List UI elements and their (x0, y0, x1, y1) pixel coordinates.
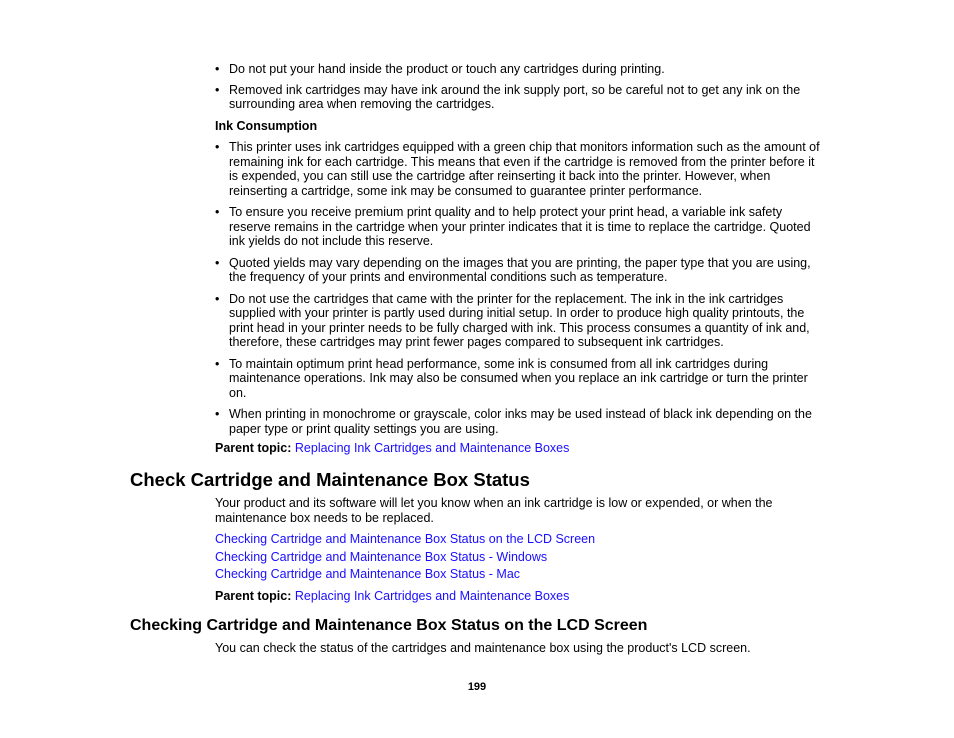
status-windows-link[interactable]: Checking Cartridge and Maintenance Box Status - Windows (215, 550, 548, 564)
list-item: • To maintain optimum print head performance, some ink is consumed from all ink cartridges during maintenance operations. Ink may also be consumed when you replace an ink cartridge or turn the printer on. (215, 357, 825, 401)
subsection-heading: Checking Cartridge and Maintenance Box Status on the LCD Screen (130, 617, 648, 634)
page-number: 199 (467, 681, 487, 693)
list-item: • Quoted yields may vary depending on the images that you are printing, the paper type that you are using, the frequency of your prints and environmental conditions such as temperature. (215, 256, 825, 285)
list-item: • When printing in monochrome or grayscale, color inks may be used instead of black ink depending on the paper type or print quality settings you are using. (215, 407, 825, 436)
parent-topic (215, 589, 569, 604)
parent-topic-link[interactable]: Replacing Ink Cartridges and Maintenance Boxes (294, 441, 570, 455)
status-mac-link[interactable]: Checking Cartridge and Maintenance Box Status - Mac (215, 567, 521, 581)
section-heading: Check Cartridge and Maintenance Box Status (130, 469, 530, 490)
status-lcd-link[interactable]: Checking Cartridge and Maintenance Box Status on the LCD Screen (215, 532, 596, 546)
subsection-intro: You can check the status of the cartridges and maintenance box using the product's LCD screen. (215, 641, 751, 655)
top-bullet-list (215, 62, 825, 112)
list-item: • This printer uses ink cartridges equipped with a green chip that monitors information such as the amount of remaining ink for each cartridge. This means that even if the cartridge is removed from the printer before it is expended, you can still use the cartridge after reinserting it back into the printer. However, when reinserting a cartridge, some ink may be consumed to guarantee printer performance. (215, 140, 825, 198)
parent-topic-link[interactable]: Replacing Ink Cartridges and Maintenance Boxes (294, 589, 570, 603)
ink-consumption-list (215, 140, 825, 436)
link-status-mac (215, 567, 520, 582)
list-item: • To ensure you receive premium print quality and to help protect your print head, a variable ink safety reserve remains in the cartridge when your printer indicates that it is time to replace the cartridge. Quoted ink yields do not include this reserve. (215, 205, 825, 249)
parent-topic-label: Parent topic: (215, 589, 292, 603)
parent-topic-label: Parent topic: (215, 441, 292, 455)
link-status-windows (215, 550, 547, 565)
parent-topic (215, 441, 569, 456)
link-status-lcd (215, 532, 595, 547)
ink-consumption-heading: Ink Consumption (215, 119, 318, 133)
list-item: • Do not put your hand inside the product or touch any cartridges during printing. (215, 62, 825, 77)
list-item: • Removed ink cartridges may have ink around the ink supply port, so be careful not to get any ink on the surrounding area when removing the cartridges. (215, 83, 825, 112)
list-item: • Do not use the cartridges that came with the printer for the replacement. The ink in the ink cartridges supplied with your printer is partly used during initial setup. In order to produce high quality printouts, the print head in your printer needs to be fully charged with ink. This process consumes a quantity of ink and, therefore, these cartridges may print fewer pages compared to subsequent ink cartridges. (215, 292, 825, 350)
section-intro: Your product and its software will let you know when an ink cartridge is low or expended, or when the maintenance box needs to be replaced. (215, 496, 773, 525)
